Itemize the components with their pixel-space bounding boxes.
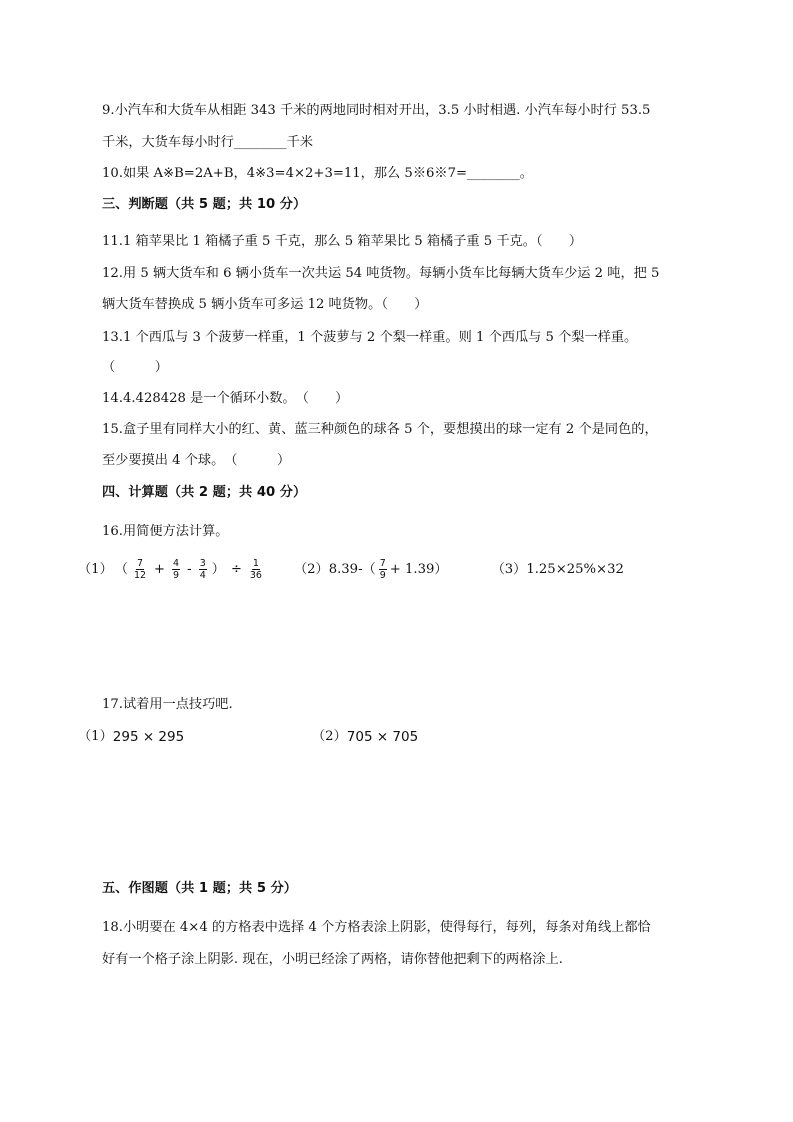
q17-title: 17.试着用一点技巧吧. — [102, 697, 233, 712]
section3-heading: 三、判断题（共 5 题；共 10 分） — [102, 197, 307, 212]
open-paren: （ — [114, 561, 128, 577]
fraction-numerator: 1 — [252, 558, 259, 569]
q17-part2-label: （2） — [312, 729, 347, 744]
section5-heading: 五、作图题（共 1 题；共 5 分） — [102, 881, 297, 896]
fraction-numerator: 3 — [199, 558, 206, 569]
fraction-denominator: 9 — [172, 570, 179, 581]
q13-line2: （ ） — [102, 360, 168, 375]
minus-sign: - — [187, 561, 192, 577]
close-paren: ） — [211, 561, 225, 577]
q18-line1: 18.小明要在 4×4 的方格表中选择 4 个方格表涂上阴影，使得每行，每列，每条对角线上都恰 — [102, 920, 651, 935]
q10: 10.如果 A※B=2A+B，4※3=4×2+3=11，那么 5※6※7=________。 — [102, 166, 533, 181]
q17-part1-label: （1） — [78, 729, 113, 744]
q17-part2-expression: 705 × 705 — [346, 729, 419, 745]
fraction — [199, 558, 207, 581]
q15-line1: 15.盒子里有同样大小的红、黄、蓝三种颜色的球各 5 个，要想摸出的球一定有 2 个是同色的， — [102, 422, 658, 437]
fraction-denominator: 12 — [133, 570, 147, 581]
fraction-numerator: 7 — [379, 558, 386, 569]
q16-expressions — [78, 558, 624, 581]
fraction — [172, 558, 180, 581]
q16-part3: （3）1.25×25%×32 — [491, 561, 624, 577]
q17-expressions — [78, 728, 184, 746]
section4-heading: 四、计算题（共 2 题；共 40 分） — [102, 485, 307, 500]
fraction — [249, 558, 263, 581]
q16-part1-label: （1） — [78, 561, 113, 577]
plus-sign: + — [154, 561, 165, 577]
q9-line1: 9.小汽车和大货车从相距 343 千米的两地同时相对开出，3.5 小时相遇. 小汽车每小时行 53.5 — [102, 103, 651, 118]
fraction — [133, 558, 147, 581]
fraction-numerator: 7 — [136, 558, 144, 569]
q16-title: 16.用简便方法计算。 — [102, 524, 229, 539]
q11: 11.1 箱苹果比 1 箱橘子重 5 千克，那么 5 箱苹果比 5 箱橘子重 5 千克。（ ） — [102, 234, 583, 249]
q18-line2: 好有一个格子涂上阴影. 现在，小明已经涂了两格，请你替他把剩下的两格涂上. — [102, 952, 563, 967]
fraction-numerator: 4 — [172, 558, 179, 569]
q17-part1-expression: 295 × 295 — [112, 729, 185, 745]
q12-line1: 12.用 5 辆大货车和 6 辆小货车一次共运 54 吨货物。每辆小货车比每辆大货车少运 2 吨，把 5 — [102, 266, 660, 281]
q9-line2: 千米，大货车每小时行________千米 — [102, 135, 313, 150]
q14: 14.4.428428 是一个循环小数。 （ ） — [102, 391, 349, 406]
fraction-denominator: 4 — [199, 570, 206, 581]
fraction-denominator: 9 — [379, 570, 386, 581]
divide-sign: ÷ — [230, 561, 242, 577]
q16-part2-tail: + 1.39） — [389, 561, 448, 577]
q17-expressions-2 — [312, 728, 418, 746]
fraction-denominator: 36 — [249, 570, 262, 581]
q13-line1: 13.1 个西瓜与 3 个菠萝一样重，1 个菠萝与 2 个梨一样重。则 1 个西瓜与 5 个梨一样重。 — [102, 330, 638, 345]
q16-part2-label: （2）8.39-（ — [293, 561, 376, 577]
q15-line2: 至少要摸出 4 个球。 （ ） — [102, 453, 291, 468]
q12-line2: 辆大货车替换成 5 辆小货车可多运 12 吨货物。（ ） — [102, 297, 428, 312]
fraction — [379, 558, 387, 581]
